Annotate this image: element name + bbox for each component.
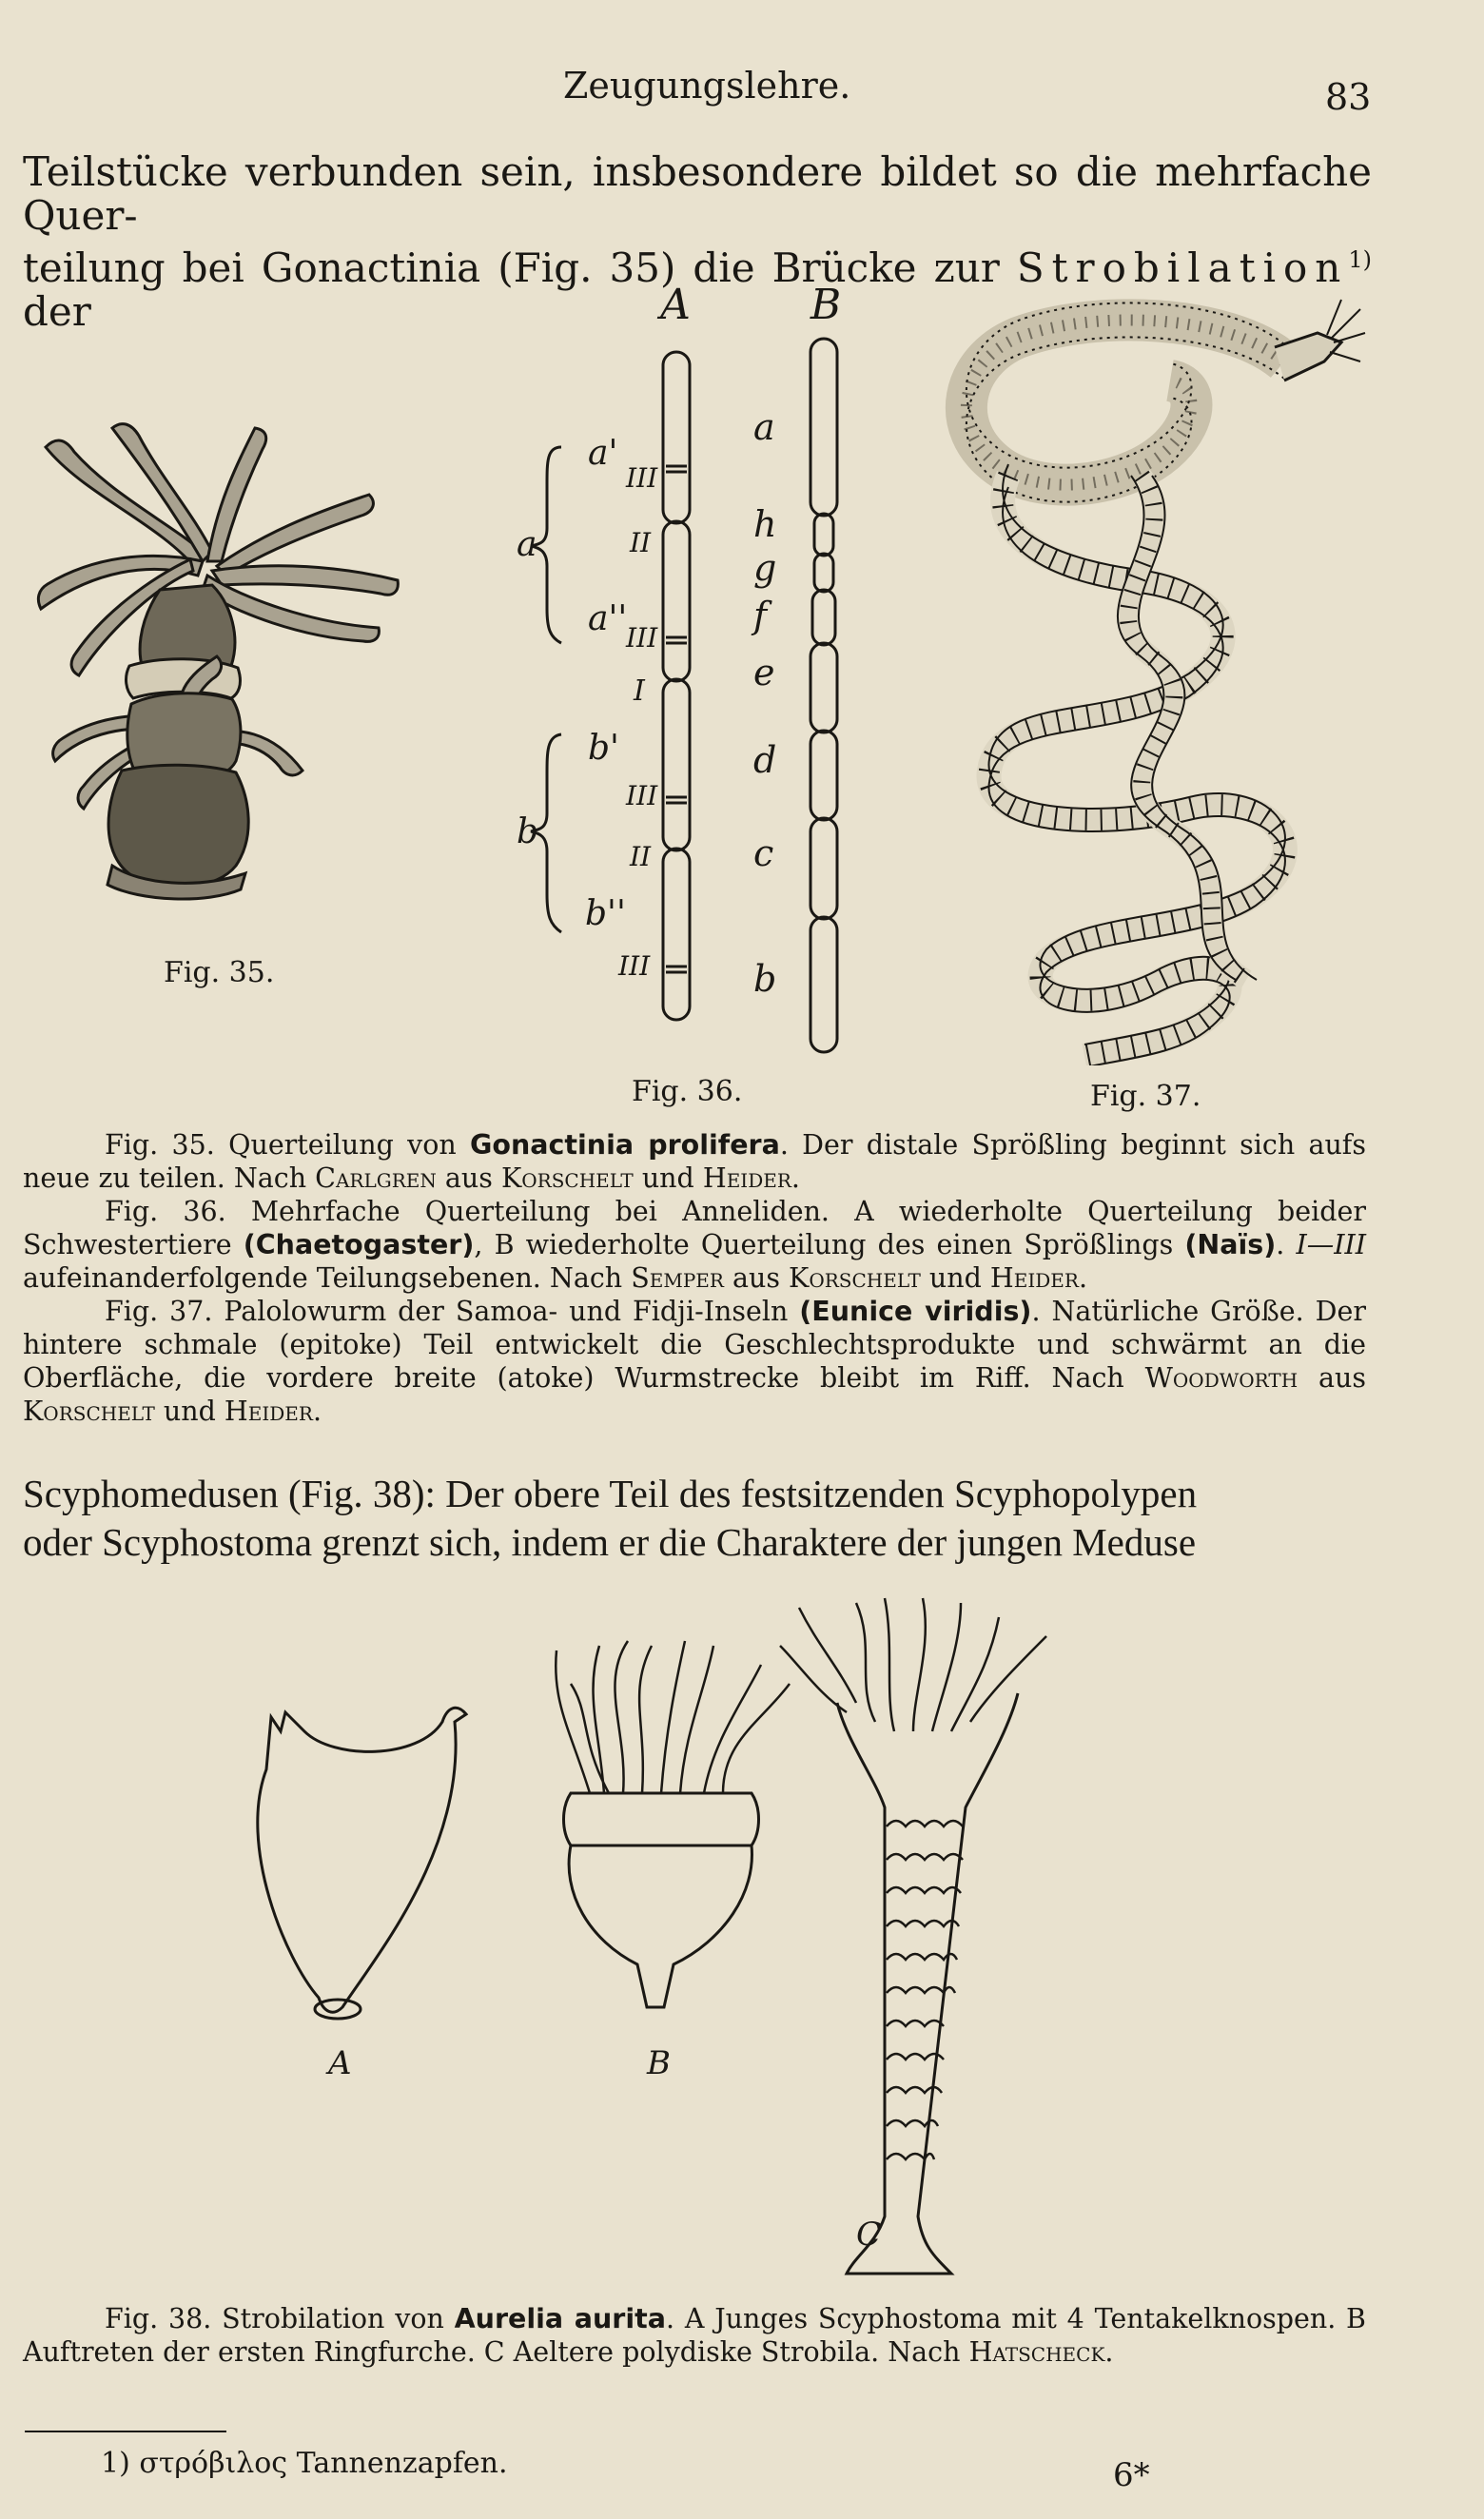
fig36-roman: III: [626, 462, 658, 494]
text-run: aus: [436, 1162, 501, 1194]
text-run: . Der distale Sprößling beginnt sich aufs neue zu teilen. Nach: [23, 1129, 1366, 1194]
fig38-label-a: A: [328, 2044, 352, 2082]
species-name: Aurelia aurita: [454, 2303, 666, 2334]
text-run: und: [920, 1262, 990, 1294]
text-run: der: [23, 288, 91, 335]
footnote: [101, 2447, 508, 2480]
fig36-roman: II: [630, 841, 652, 872]
author-name: Woodworth: [1144, 1362, 1298, 1394]
fig36-roman: III: [626, 622, 658, 654]
fig36-roman: I: [634, 674, 645, 708]
fig36-label: b': [588, 729, 619, 768]
caption-fig38: [23, 2302, 1366, 2369]
fig35-label: Fig. 35.: [164, 956, 275, 989]
fig36-label: c: [753, 832, 774, 874]
fig38-aurelia-strobilation-illustration: [228, 1589, 1161, 2293]
text-run: Fig. 38. Strobilation von: [105, 2303, 455, 2334]
genus-name: (Naïs): [1184, 1229, 1277, 1260]
species-name: Gonactinia prolifera: [470, 1129, 780, 1161]
author-name: Heider: [224, 1396, 313, 1427]
text-run: und: [633, 1162, 703, 1194]
roman-range: I—III: [1296, 1229, 1367, 1260]
text-run: Fig. 35. Querteilung von: [105, 1129, 470, 1161]
fig36-label: g: [753, 547, 777, 589]
fig36-label: d: [753, 739, 777, 781]
fig36-segment-a1: [663, 352, 690, 523]
genus-name: (Chaetogaster): [243, 1229, 475, 1260]
fig36-col-b-label: B: [810, 281, 842, 329]
page-number: 83: [1325, 76, 1372, 118]
fig36-label: a': [588, 434, 618, 473]
fig36-label: a'': [588, 599, 628, 638]
paragraph-line: oder Scyphostoma grenzt sich, indem er die Charaktere der jungen Meduse: [23, 1520, 1197, 1564]
fig36-label: b: [753, 958, 777, 1000]
paragraph-line: Teilstücke verbunden sein, insbesondere bildet so die mehrfache Quer-: [23, 148, 1372, 239]
fig36-roman: III: [618, 950, 651, 982]
footnote-rule: [25, 2431, 226, 2432]
text-run: . A Junges Scyphostoma mit 4 Tentakelknospen. B Auftreten der ersten Ringfurche. C Aeltere polydiske Strobila. Nach: [23, 2303, 1367, 2368]
caption-fig35: [23, 1128, 1366, 1195]
author-name: Korschelt: [789, 1262, 921, 1294]
text-run: aufeinanderfolgende Teilungsebenen. Nach: [23, 1262, 632, 1294]
text-run: aus: [723, 1262, 790, 1294]
fig36-label: h: [753, 503, 777, 545]
fig36-roman: III: [626, 780, 658, 811]
author-name: Carlgren: [315, 1162, 437, 1194]
caption-fig37: [23, 1295, 1366, 1428]
author-name: Semper: [631, 1262, 724, 1294]
text-run: Fig. 36. Mehrfache Querteilung bei Anneliden. A wiederholte Querteilung beider Schwestertiere: [23, 1196, 1366, 1260]
fig36-label: b'': [585, 894, 626, 933]
author-name: Hatscheck: [968, 2336, 1105, 2368]
text-run: und: [154, 1396, 225, 1427]
paragraph-line: Scyphomedusen (Fig. 38): Der obere Teil des festsitzenden Scyphopolypen: [23, 1472, 1198, 1515]
signature-mark: 6*: [1113, 2456, 1150, 2494]
text-run: .: [312, 1396, 322, 1427]
text-run: .: [1104, 2336, 1114, 2368]
fig36-label: a: [517, 525, 537, 564]
footnote-mark: 1): [101, 2447, 130, 2480]
fig36-label: Fig. 36.: [632, 1075, 743, 1108]
spaced-term: Strobilation: [1016, 244, 1349, 291]
text-run: Fig. 37. Palolowurm der Samoa- und Fidji-Inseln: [105, 1296, 800, 1327]
caption-fig38-text: [23, 2302, 1366, 2369]
fig35-gonactinia-illustration: [27, 409, 436, 904]
caption-fig36: [23, 1195, 1366, 1295]
text-run: .: [1276, 1229, 1285, 1260]
fig36-label: f: [753, 595, 768, 636]
text-run: Tannenzapfen.: [287, 2447, 508, 2480]
fig38-label-c: C: [856, 2216, 882, 2254]
fig36-label: e: [753, 652, 775, 693]
author-name: Heider: [989, 1262, 1079, 1294]
fig36-label: b: [517, 812, 539, 851]
species-name: (Eunice viridis): [799, 1296, 1032, 1327]
fig36-annelid-illustration: [504, 276, 885, 1065]
fig36-label: a: [753, 406, 775, 448]
fig37-label: Fig. 37.: [1090, 1080, 1201, 1113]
fig36-roman: II: [630, 527, 652, 558]
text-run: , B wiederholte Querteilung des einen Sprößlings: [474, 1229, 1185, 1260]
author-name: Korschelt: [23, 1396, 155, 1427]
text-run: teilung bei Gonactinia (Fig. 35) die Brücke zur: [23, 244, 1017, 291]
running-title: Zeugungslehre.: [563, 65, 851, 107]
text-run: .: [791, 1162, 800, 1194]
footnote-ref: 1): [1348, 246, 1372, 273]
text-run: . Natürliche Größe. Der hintere schmale (epitoke) Teil entwickelt die Geschlechtsprodukte und schwärmt an die Oberfläche, die vordere breite (atoke) Wurmstrecke bleibt im Riff. Nach: [23, 1296, 1366, 1394]
paragraph-scyphomedusen: [23, 1470, 1374, 1567]
author-name: Korschelt: [500, 1162, 634, 1194]
captions-fig35-37: [23, 1128, 1366, 1428]
text-run: .: [1078, 1262, 1088, 1294]
fig36-col-a-label: A: [660, 281, 691, 329]
author-name: Heider: [702, 1162, 791, 1194]
fig37-palolo-worm-illustration: [942, 295, 1370, 1065]
text-run: aus: [1298, 1362, 1366, 1394]
fig38-label-b: B: [647, 2044, 671, 2082]
greek-word: στρόβιλος: [139, 2447, 288, 2480]
